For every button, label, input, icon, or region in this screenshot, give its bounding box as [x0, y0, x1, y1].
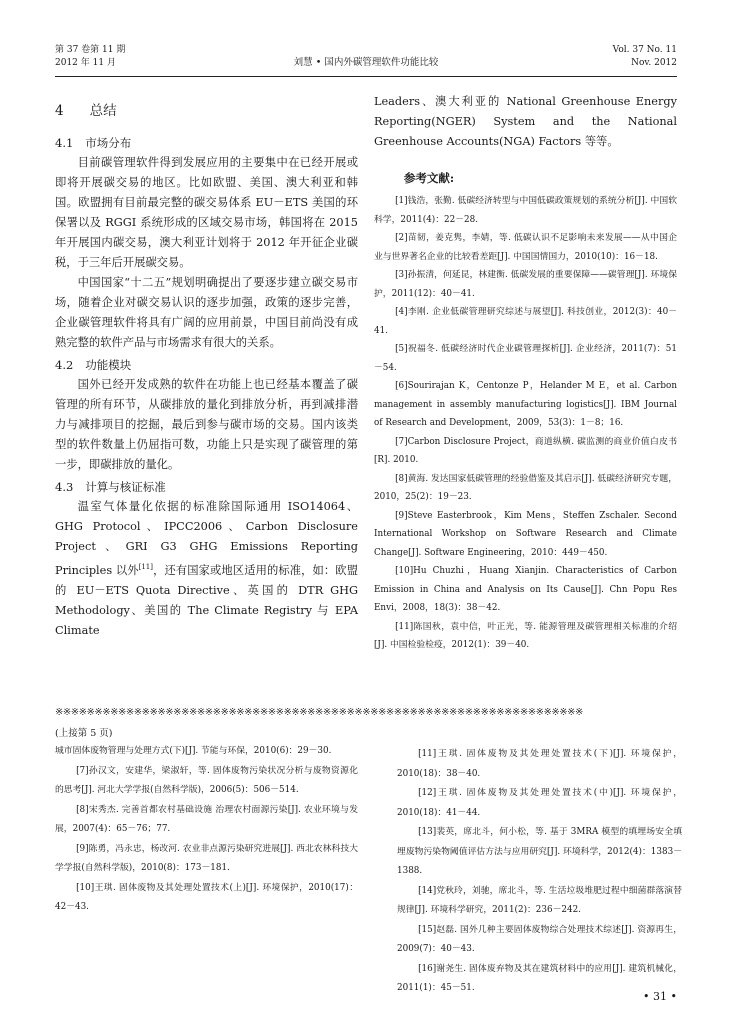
bottom-right-column — [397, 745, 682, 999]
reference-item: [16]谢尧生. 固体废弃物及其在建筑材料中的应用[J]. 建筑机械化，2011(1)：45－51. — [397, 963, 682, 993]
reference-item: [3]孙振清，何延昆，林建衡. 低碳发展的重要保障——碳管理[J]. 环境保护，2011(12)：40－41. — [374, 270, 677, 299]
reference-item: [5]祝福冬. 低碳经济时代企业碳管理探析[J]. 企业经济，2011(7)：51－54. — [374, 344, 677, 373]
section-number: 4 — [55, 103, 64, 119]
reference-item: [8]宋秀杰. 完善首都农村基础设施 治理农村面源污染[J]. 农业环境与发展，2007(4)：65－76；77. — [55, 804, 358, 834]
subsection-heading-standards — [55, 477, 358, 497]
reference-item: [8]黄海. 发达国家低碳管理的经验借鉴及其启示[J]. 低碳经济研究专题，2010，25(2)：19－23. — [374, 473, 677, 502]
reference-item: [9]陈勇，冯永忠，杨改河. 农业非点源污染研究进展[J]. 西北农林科技大学学报(自然科学版)，2010(8)：173－181. — [55, 843, 358, 873]
reference-item: [13]裴英，席北斗，何小松，等. 基于 3MRA 模型的填埋场安全填埋废物污染物阈值评估方法与应用研究[J]. 环境科学，2012(4)：1383－1388. — [397, 827, 682, 876]
subsection-heading-modules — [55, 355, 358, 375]
reference-list — [374, 192, 677, 655]
subsection-title: 功能模块 — [85, 358, 132, 372]
reference-item: [10]王琪. 固体废物及其处理处置技术(上)[J]. 环境保护，2010(17)：42－43. — [55, 882, 358, 912]
right-column — [374, 92, 677, 655]
subsection-heading-market — [55, 133, 358, 153]
reference-item: [11]陈国秋，袁中信，叶正光，等. 能源管理及碳管理相关标准的介绍[J]. 中国检验检疫，2012(1)：39－40. — [374, 621, 677, 650]
subsection-number: 4.2 — [55, 358, 74, 372]
reference-item: [7]孙汉文，安建华，梁淑轩，等. 固体废物污染状况分析与废物资源化的思考[J]. 河北大学学报(自然科学版)，2006(5)：506－514. — [55, 765, 358, 795]
references-title: 参考文献: — [403, 171, 455, 185]
subsection-number: 4.3 — [55, 480, 74, 494]
paragraph: 目前碳管理软件得到发展应用的主要集中在已经开展或即将开展碳交易的地区。比如欧盟、美国、澳大利亚和韩国。欧盟拥有目前最完整的碳交易体系 EU－ETS 美国的环保署以及 RGGI 系统形成的区域交易市场，韩国将在 2015 年开展国内碳交易，澳大利亚计划将于 2012 年开征企业碳税，于三年后开展碳交易。 — [55, 156, 358, 269]
journal-volume: 第 37 卷第 11 期 — [55, 45, 126, 55]
subsection-title: 市场分布 — [85, 136, 132, 150]
page-number: • 31 • — [643, 990, 677, 1003]
paragraph: 国外已经开发成熟的软件在功能上也已经基本覆盖了碳管理的所有环节，从碳排放的量化到排放分析，再到减排潜力与减排项目的挖掘，最后到参与碳市场的交易。国内该类型的软件数量上仍屈指可数，功能上只是实现了碳管理的第一步，即碳排放的量化。 — [55, 378, 358, 471]
paragraph-text: ，还有国家或地区适用的标准，如：欧盟的 EU－ETS Quota Directive、英国的 DTR GHG Methodology、美国的 The Climate Registry 与 EPA Climate — [55, 563, 358, 637]
journal-volume-en-line: Vol. 37 No. 11 — [612, 45, 677, 55]
header-rule — [55, 76, 677, 77]
reference-item: [1]钱浩，张勤. 低碳经济转型与中国低碳政策规划的系统分析[J]. 中国软科学，2011(4)：22－28. — [374, 196, 677, 225]
reference-item: 城市固体废物管理与处理方式(下)[J]. 节能与环保，2010(6)：29－30. — [55, 746, 332, 756]
journal-volume-en — [613, 44, 677, 70]
section-separator: ※※※※※※※※※※※※※※※※※※※※※※※※※※※※※※※※※※※※※※※※※※※※※※※※※※※※※※※※※※※※※※※※※※※ — [55, 707, 583, 718]
continued-from-label: (上接第 5 页) — [55, 728, 113, 739]
citation[interactable]: [11] — [138, 563, 153, 571]
reference-item: [9]Steve Easterbrook，Kim Mens，Steffen Zschaler. Second International Workshop on Software Research and Climate Change[J]. Software Engineering，2010：449－450. — [374, 510, 677, 558]
bottom-left-column — [55, 725, 358, 918]
reference-item: [11]王琪. 固体废物及其处理处置技术(下)[J]. 环境保护，2010(18)：38－40. — [397, 749, 682, 779]
running-title: 刘慧 • 国内外碳管理软件功能比较 — [293, 57, 439, 68]
left-column — [55, 96, 358, 641]
journal-date: 2012 年 11 月 — [55, 58, 116, 68]
reference-item: [7]Carbon Disclosure Project，商道纵横. 碳监测的商业价值白皮书[R]. 2010. — [374, 436, 677, 465]
reference-item: [6]Sourirajan K，Centonze P，Helander M E，et al. Carbon management in assembly manufacturing logistics[J]. IBM Journal of Research and Development，2009，53(3)：1－8；16. — [374, 381, 677, 428]
paragraph — [55, 497, 358, 641]
journal-date-en: Nov. 2012 — [631, 58, 677, 68]
subsection-title: 计算与核证标准 — [85, 480, 166, 494]
reference-item: [10]Hu Chuzhi，Huang Xianjin. Characteristics of Carbon Emission in China and Analysis on Its Cause[J]. Chn Popu Res Envi，2008，18(3)：38－42. — [374, 566, 677, 613]
paragraph-continued: Leaders、澳大利亚的 National Greenhouse Energy Reporting(NGER) System and the National Greenhouse Accounts(NGA) Factors 等等。 — [374, 95, 677, 148]
reference-item: [12]王琪. 固体废物及其处理处置技术(中)[J]. 环境保护，2010(18)：41－44. — [397, 788, 682, 818]
reference-item: [14]党秋玲，刘驰，席北斗，等. 生活垃圾堆肥过程中细菌群落演替规律[J]. 环境科学研究，2011(2)：236－242. — [397, 885, 682, 915]
subsection-number: 4.1 — [55, 136, 74, 150]
section-title: 总结 — [89, 103, 117, 119]
reference-item: [2]苗韧，姜克隽，李婧，等. 低碳认识不足影响未来发展——从中国企业与世界著名企业的比较看差距[J]. 中国国情国力，2010(10)：16－18. — [374, 233, 677, 262]
section-heading — [55, 101, 358, 121]
paragraph: 中国国家“十二五”规划明确提出了要逐步建立碳交易市场，随着企业对碳交易认识的逐步加强，政策的逐步完善，企业碳管理软件将具有广阔的应用前景，中国目前尚没有成熟完整的软件产品与市场需求有很大的关系。 — [55, 276, 358, 349]
reference-item: [15]赵磊. 国外几种主要固体废物综合处理技术综述[J]. 资源再生，2009(7)：40－43. — [397, 924, 682, 954]
paragraph-text: 温室气体量化依据的标准除国际通用 ISO14064、GHG Protocol、IPCC2006、Carbon Disclosure Project、GRI G3 GHG Emissions Reporting Principles 以外 — [55, 500, 358, 577]
reference-item: [4]李刚. 企业低碳管理研究综述与展望[J]. 科技创业，2012(3)：40－41. — [374, 307, 677, 336]
